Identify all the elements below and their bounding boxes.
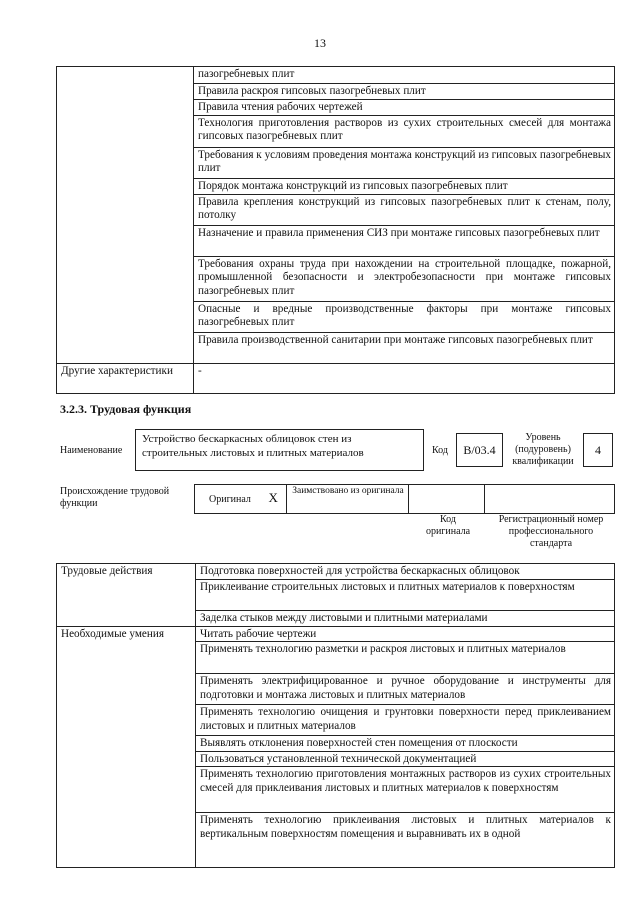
table-row: Порядок монтажа конструкций из гипсовых пазогребневых плит: [194, 178, 615, 194]
skill-row: Применять электрифицированное и ручное оборудование и инструменты для подготовки и монтажа листовых и плитных материалов: [196, 674, 615, 705]
origin-reg-cell: [485, 485, 615, 514]
table-row: Правила крепления конструкций из гипсовых пазогребневых плит к стенам, полу, потолку: [194, 194, 615, 225]
origin-label: Происхождение трудовой функции: [60, 486, 170, 509]
original-mark: X: [265, 485, 287, 514]
table-row: Правила производственной санитарии при монтаже гипсовых пазогребневых плит: [194, 332, 615, 363]
skill-row: Применять технологию разметки и раскроя листовых и плитных материалов: [196, 642, 615, 674]
empty-label-cell: [57, 67, 194, 364]
table-row: Назначение и правила применения СИЗ при монтаже гипсовых пазогребневых плит: [194, 225, 615, 256]
original-label: Оригинал: [195, 485, 265, 514]
reg-caption: Регистрационный номер профессионального стандарта: [498, 514, 604, 549]
code-box: [456, 433, 503, 467]
code-value: B/03.4: [463, 443, 496, 457]
table-row: Технология приготовления растворов из сухих строительных смесей для монтажа гипсовых пазогребневых плит: [194, 115, 615, 147]
function-name: Устройство бескаркасных облицовок стен из строительных листовых и плитных материалов: [142, 433, 364, 459]
table-row: Правила раскроя гипсовых пазогребневых плит: [194, 84, 615, 100]
function-name-box: [135, 429, 424, 471]
action-row: Приклеивание строительных листовых и плитных материалов к поверхностям: [196, 580, 615, 611]
code-label: Код: [432, 445, 448, 456]
table-row: Требования охраны труда при нахождении на строительной площадке, пожарной, промышленной безопасности и электробезопасности при монтаже гипсовых пазогребневых плит: [194, 256, 615, 301]
actions-skills-table: [56, 563, 615, 868]
origin-code-cell: [409, 485, 485, 514]
skill-row: Читать рабочие чертежи: [196, 626, 615, 642]
knowledge-table: [56, 66, 615, 394]
borrowed-label: Заимствовано из оригинала: [287, 485, 409, 514]
skill-row: Пользоваться установленной технической документацией: [196, 751, 615, 767]
table-row: Опасные и вредные производственные факторы при монтаже гипсовых пазогребневых плит: [194, 301, 615, 332]
action-row: Подготовка поверхностей для устройства бескаркасных облицовок: [196, 564, 615, 580]
skill-row: Применять технологию очищения и грунтовки поверхности перед приклеиванием листовых и плитных материалов: [196, 705, 615, 736]
actions-label: Трудовые действия: [57, 564, 196, 627]
section-title: 3.2.3. Трудовая функция: [60, 402, 192, 416]
other-characteristics-label: Другие характеристики: [57, 363, 194, 393]
table-row: пазогребневых плит: [194, 67, 615, 84]
table-row: Требования к условиям проведения монтажа конструкций из гипсовых пазогребневых плит: [194, 147, 615, 178]
level-box: [583, 433, 613, 467]
action-row: Заделка стыков между листовыми и плитными материалами: [196, 611, 615, 627]
skill-row: Применять технологию приклеивания листовых и плитных материалов к вертикальным поверхностям помещения и выравнивать их в одной: [196, 813, 615, 868]
level-label: Уровень (подуровень) квалификации: [512, 432, 574, 467]
code-caption: Код оригинала: [425, 514, 471, 537]
name-label: Наименование: [60, 445, 123, 456]
other-characteristics-value: -: [194, 363, 615, 393]
level-value: 4: [595, 443, 601, 457]
page-number: 13: [314, 36, 326, 50]
skill-row: Применять технологию приготовления монтажных растворов из сухих строительных смесей для приклеивания листовых и плитных материалов к поверхностям: [196, 767, 615, 813]
origin-table: [194, 484, 615, 514]
skills-label: Необходимые умения: [57, 626, 196, 868]
skill-row: Выявлять отклонения поверхностей стен помещения от плоскости: [196, 736, 615, 752]
table-row: Правила чтения рабочих чертежей: [194, 99, 615, 115]
